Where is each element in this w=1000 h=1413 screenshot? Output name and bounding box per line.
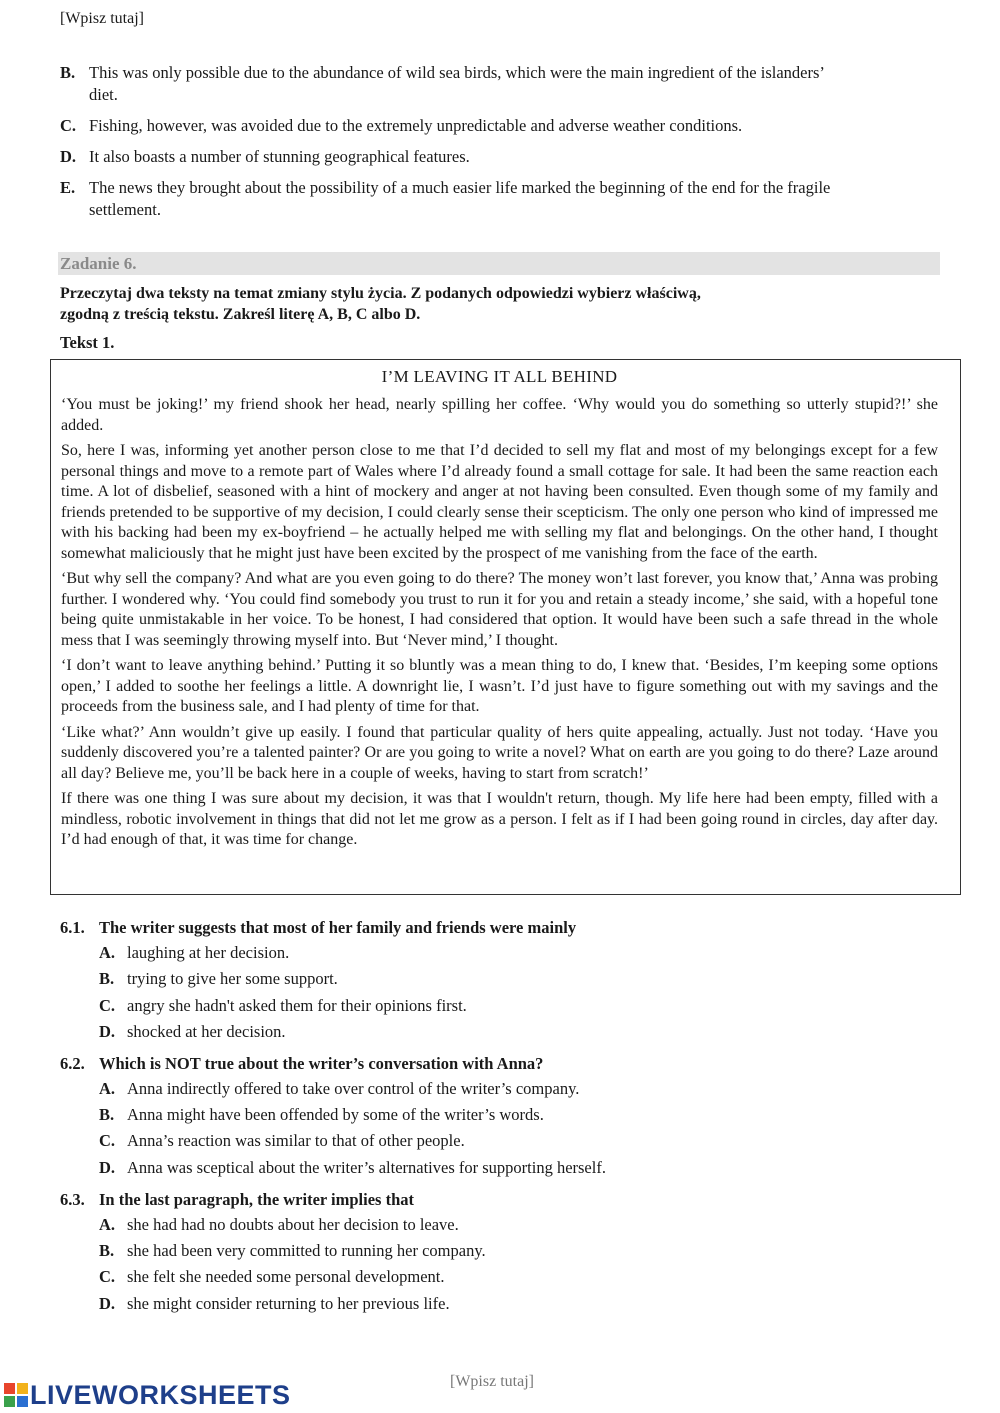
liveworksheets-logo[interactable] <box>4 1378 291 1412</box>
answer-option[interactable] <box>99 995 940 1017</box>
question-stem <box>60 917 940 939</box>
liveworksheets-brand-text: LIVEWORKSHEETS <box>30 1379 291 1410</box>
question-6-1 <box>60 917 940 1043</box>
reading-paragraph: ‘Like what?’ Ann wouldn’t give up easily. I found that particular quality of hers quite appealing, actually. Just not today. ‘Have you suddenly discovered you’re a talented painter? Or are you going to write a novel? What on earth are you going to do there? Laze around all day? Believe me, you’ll be back here in a couple of weeks, having to start from scratch!’ <box>61 723 938 782</box>
instruction-line-2: zgodną z treścią tekstu. Zakreśl literę A, B, C albo D. <box>60 306 421 323</box>
answer-option[interactable] <box>99 1130 940 1152</box>
answer-text: Anna indirectly offered to take over control of the writer’s company. <box>127 1078 580 1098</box>
answer-letter: B. <box>99 1105 115 1125</box>
answer-option[interactable] <box>99 1266 940 1288</box>
reading-paragraph: If there was one thing I was sure about my decision, it was that I wouldn't return, though. My life here had been empty, filled with a mindless, robotic involvement in things that did not let me grow as a person. I felt as if I had been going round in circles, day after day. I’d had enough of that, it was time for change. <box>61 790 938 848</box>
option-text: The news they brought about the possibility of a much easier life marked the beginning of the end for the fragile settlement. <box>89 178 831 219</box>
answer-letter: B. <box>99 1241 115 1261</box>
answer-letter: D. <box>99 1157 116 1177</box>
answer-letter: C. <box>99 1267 116 1287</box>
answer-text: Anna was sceptical about the writer’s alternatives for supporting herself. <box>127 1157 606 1177</box>
reading-paragraph: ‘I don’t want to leave anything behind.’ Putting it so bluntly was a mean thing to do, I knew that. ‘Besides, I’m keeping some options open,’ I added to soothe her feelings a little. A downright lie, I wasn’t. I’d just have to figure something out with my savings and the proceeds from the business sale, and I had plenty of time for that. <box>61 657 938 715</box>
question-text: Which is NOT true about the writer’s conversation with Anna? <box>99 1053 544 1073</box>
answer-option[interactable] <box>99 968 940 990</box>
option-letter: C. <box>60 116 77 135</box>
answer-option[interactable] <box>99 1240 940 1262</box>
task-instruction <box>60 283 940 325</box>
question-stem <box>60 1053 940 1075</box>
liveworksheets-logo-icon <box>4 1383 28 1407</box>
option-letter: D. <box>60 147 77 166</box>
header-placeholder: [Wpisz tutaj] <box>60 10 144 27</box>
answer-letter: B. <box>99 969 115 989</box>
option-letter: E. <box>60 178 76 197</box>
option-d <box>60 146 850 168</box>
question-number: 6.2. <box>60 1053 85 1073</box>
option-letter: B. <box>60 63 76 82</box>
answer-text: trying to give her some support. <box>127 969 338 989</box>
answer-text: shocked at her decision. <box>127 1021 286 1041</box>
question-number: 6.3. <box>60 1189 85 1209</box>
previous-task-options <box>60 62 850 230</box>
answer-letter: D. <box>99 1021 116 1041</box>
question-text: The writer suggests that most of her family and friends were mainly <box>99 918 577 937</box>
reading-text-title: I’M LEAVING IT ALL BEHIND <box>381 367 618 386</box>
answer-letter: D. <box>99 1293 116 1313</box>
answer-text: laughing at her decision. <box>127 943 290 962</box>
answer-option[interactable] <box>99 1157 940 1179</box>
answer-letter: A. <box>99 943 116 962</box>
reading-text-box <box>50 359 961 895</box>
answer-text: she had had no doubts about her decision to leave. <box>127 1214 459 1234</box>
answer-option[interactable] <box>99 1078 940 1100</box>
answer-letter: A. <box>99 1078 116 1098</box>
option-e <box>60 177 850 221</box>
option-c <box>60 115 850 137</box>
footer-placeholder: [Wpisz tutaj] <box>450 1373 534 1390</box>
questions <box>60 917 940 1325</box>
question-number: 6.1. <box>60 918 85 937</box>
question-stem <box>60 1189 940 1211</box>
answer-text: Anna might have been offended by some of the writer’s words. <box>127 1105 544 1125</box>
answer-option[interactable] <box>99 1214 940 1236</box>
text-label: Tekst 1. <box>60 333 115 352</box>
answer-text: she had been very committed to running her company. <box>127 1241 486 1261</box>
answer-letter: A. <box>99 1214 116 1234</box>
answer-letter: C. <box>99 1131 116 1151</box>
option-text: It also boasts a number of stunning geographical features. <box>89 147 470 166</box>
task-title: Zadanie 6. <box>58 252 940 275</box>
answer-text: she might consider returning to her previous life. <box>127 1293 450 1313</box>
question-text: In the last paragraph, the writer implies that <box>99 1189 415 1209</box>
instruction-line-1: Przeczytaj dwa teksty na temat zmiany stylu życia. Z podanych odpowiedzi wybierz właściwą, <box>60 285 701 302</box>
reading-paragraph: So, here I was, informing yet another person close to me that I’d decided to sell my flat and most of my belongings except for a few personal things and move to a remote part of Wales where I’d already found a small cottage for sale. It had been the same reaction each time. A lot of disbelief, seasoned with a hint of mockery and anger at not having been consulted. Even though some of my family and friends pretended to be supportive of my decision, I could clearly sense their scepticism. The only one person who kind of impressed me with his backing had been my ex-boyfriend – he actually helped me with selling my flat and belongings. On the other hand, I thought somewhat maliciously that he might just have been excited by the prospect of me vanishing from the face of the earth. <box>61 442 938 562</box>
answer-option[interactable] <box>99 942 940 964</box>
answer-text: angry she hadn't asked them for their opinions first. <box>127 995 467 1015</box>
question-6-2 <box>60 1053 940 1179</box>
option-text: Fishing, however, was avoided due to the extremely unpredictable and adverse weather conditions. <box>89 116 743 135</box>
answer-text: Anna’s reaction was similar to that of other people. <box>127 1131 465 1151</box>
answer-letter: C. <box>99 995 116 1015</box>
reading-paragraph: ‘You must be joking!’ my friend shook her head, nearly spilling her coffee. ‘Why would you do something so utterly stupid?!’ she added. <box>61 396 938 434</box>
reading-paragraph: ‘But why sell the company? And what are you even going to do there? The money won’t last forever, you know that,’ Anna was probing further. I wondered why. ‘You could find somebody you trust to run it for you and retain a steady income,’ she said, with a hopeful tone being quite unmistakable in her voice. To be honest, I had considered that option. It would have been such a safe thread in the whole mess that I was seemingly throwing myself into. But ‘Never mind,’ I thought. <box>61 570 938 649</box>
answer-option[interactable] <box>99 1293 940 1315</box>
option-b <box>60 62 850 106</box>
answer-text: she felt she needed some personal development. <box>127 1267 445 1287</box>
question-6-3 <box>60 1189 940 1315</box>
answer-option[interactable] <box>99 1104 940 1126</box>
answer-option[interactable] <box>99 1021 940 1043</box>
option-text: This was only possible due to the abundance of wild sea birds, which were the main ingredient of the islanders’ diet. <box>89 63 824 104</box>
